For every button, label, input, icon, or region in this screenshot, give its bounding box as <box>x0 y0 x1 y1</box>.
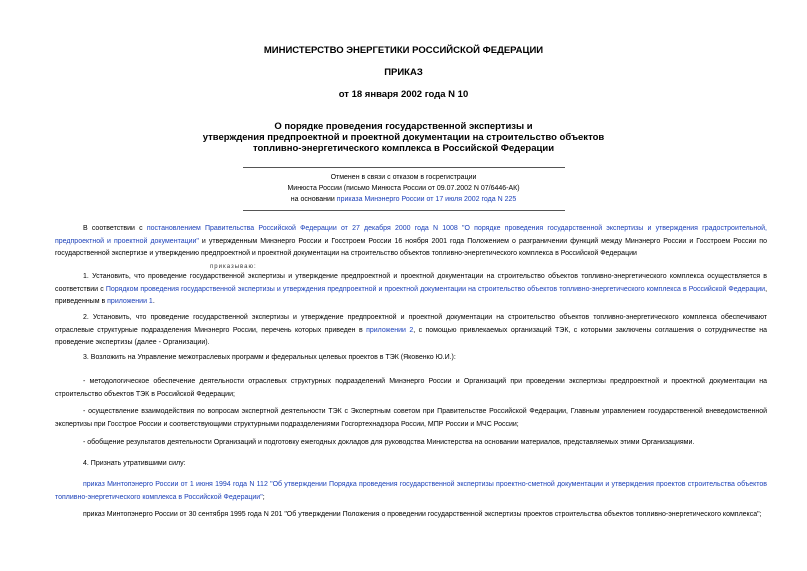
item-4b-paragraph: приказ Минтопэнерго России от 30 сентября 1995 года N 201 "Об утверждении Положения о проведении государственной экспертизы проектов строительства объектов топливно-энергетического комплекса"; <box>83 511 762 518</box>
preamble-paragraph: В соответствии с постановлением Правительства Российской Федерации от 27 декабря 2000 года N 1008 "О порядке проведения государственной экспертизы и утверждения градостроительной, предпроектной и проектной документации" и утвержденным Минэнерго России и Госстроем России 16 ноября 2001 года Положением о разграничении функций между Минэнерго России и Госстроем России по государственной экспертизе и утверждению предпроектной и проектной документации на строительство объектов топливно-энергетического комплекса в Российской Федерации <box>55 225 767 257</box>
item-4a-paragraph: приказ Минтопэнерго России от 1 июня 1994 года N 112 "Об утверждении Порядка проведения государственной экспертизы проектно-сметной документации и утверждения проектов строительства объектов топливно-энергетического комплекса в Российской Федерации"; <box>55 481 767 501</box>
item-2-paragraph: 2. Установить, что проведение государственной экспертизы и утверждение предпроектной и проектной документации на строительство объектов топливно-энергетического комплекса обеспечивают отраслевые структурные подразделения Минэнерго России, перечень которых приведен в приложении 2, с помощью привлекаемых организаций ТЭК, с которыми заключены соглашения о сотрудничестве на проведение экспертизы (далее - Организации). <box>55 314 767 346</box>
order-112-link[interactable]: приказ Минтопэнерго России от 1 июня 1994 года N 112 "Об утверждении Порядка проведения государственной экспертизы проектно-сметной документации и утверждения проектов строительства объектов топливно-энергетического комплекса в Российской Федерации" <box>55 481 767 501</box>
item-4-paragraph: 4. Признать утратившими силу: <box>83 460 186 467</box>
procedure-link[interactable]: Порядком проведения государственной экспертизы и утверждения предпроектной и проектной документации на строительство объектов топливно-энергетического комплекса в Российской Федерации <box>105 285 766 293</box>
doc-date: от 18 января 2002 года N 10 <box>338 89 469 100</box>
item-1-paragraph: 1. Установить, что проведение государственной экспертизы и утверждение предпроектной и проектной документации на строительство объектов топливно-энергетического комплекса осуществляется в соответствии с Порядком проведения государственной экспертизы и утверждения предпроектной и проектной документации на строительство объектов топливно-энергетического комплекса в Российской Федерации, приведенным в приложении 1. <box>55 273 768 305</box>
ministry-heading: МИНИСТЕРСТВО ЭНЕРГЕТИКИ РОССИЙСКОЙ ФЕДЕРАЦИИ <box>263 45 544 56</box>
item-3-paragraph: 3. Возложить на Управление межотраслевых программ и федеральных целевых проектов в ТЭК (Яковенко Ю.И.): <box>83 354 456 361</box>
item-3c-paragraph: - обобщение результатов деятельности Организаций и подготовку ежегодных докладов для руководства Министерства на основании материалов, представляемых этими Организациями. <box>83 439 695 446</box>
doc-title-line-3: топливно-энергетического комплекса в Российской Федерации <box>252 143 555 154</box>
item-3b-paragraph: - осуществление взаимодействия по вопросам экспертной деятельности ТЭК с Экспертным советом при Правительстве Российской Федерации, Главным управлением государственной вневедомственной экспертизы при Госстрое России и соответствующими структурными подразделениями Госгортехнадзора России, МПР России и МЧС России; <box>55 408 767 428</box>
doc-type-heading: ПРИКАЗ <box>384 67 423 78</box>
status-note-line-3 <box>0 194 807 206</box>
status-note-prefix: на основании <box>290 196 337 203</box>
status-note-line-1: Отменен в связи с отказом в госрегистрации <box>330 174 477 181</box>
item-3a-paragraph: - методологическое обеспечение деятельности отраслевых структурных подразделений Минэнерго России и Организаций при проведении экспертизы предпроектной и проектной документации на строительство объектов ТЭК в Российской Федерации; <box>55 378 767 398</box>
doc-title-line-1: О порядке проведения государственной экспертизы и <box>274 121 533 132</box>
appendix-1-link[interactable]: приложении 1 <box>107 298 153 305</box>
divider-bottom <box>243 210 565 211</box>
decree-word: приказываю: <box>210 264 257 270</box>
status-note-line-2: Минюста России (письмо Минюста России от 09.07.2002 N 07/6446-АК) <box>287 185 520 192</box>
appendix-2-link[interactable]: приложении 2 <box>366 326 414 334</box>
divider-top <box>243 167 565 168</box>
government-decree-link[interactable]: постановлением Правительства Российской Федерации от 27 декабря 2000 года N 1008 "О порядке проведения государственной экспертизы и утверждения градостроительной, предпроектной и проектной документации" <box>55 225 767 245</box>
doc-title-line-2: утверждения предпроектной и проектной документации на строительство объектов <box>202 132 605 143</box>
cancel-order-link[interactable]: приказа Минэнерго России от 17 июля 2002 года N 225 <box>336 196 517 203</box>
